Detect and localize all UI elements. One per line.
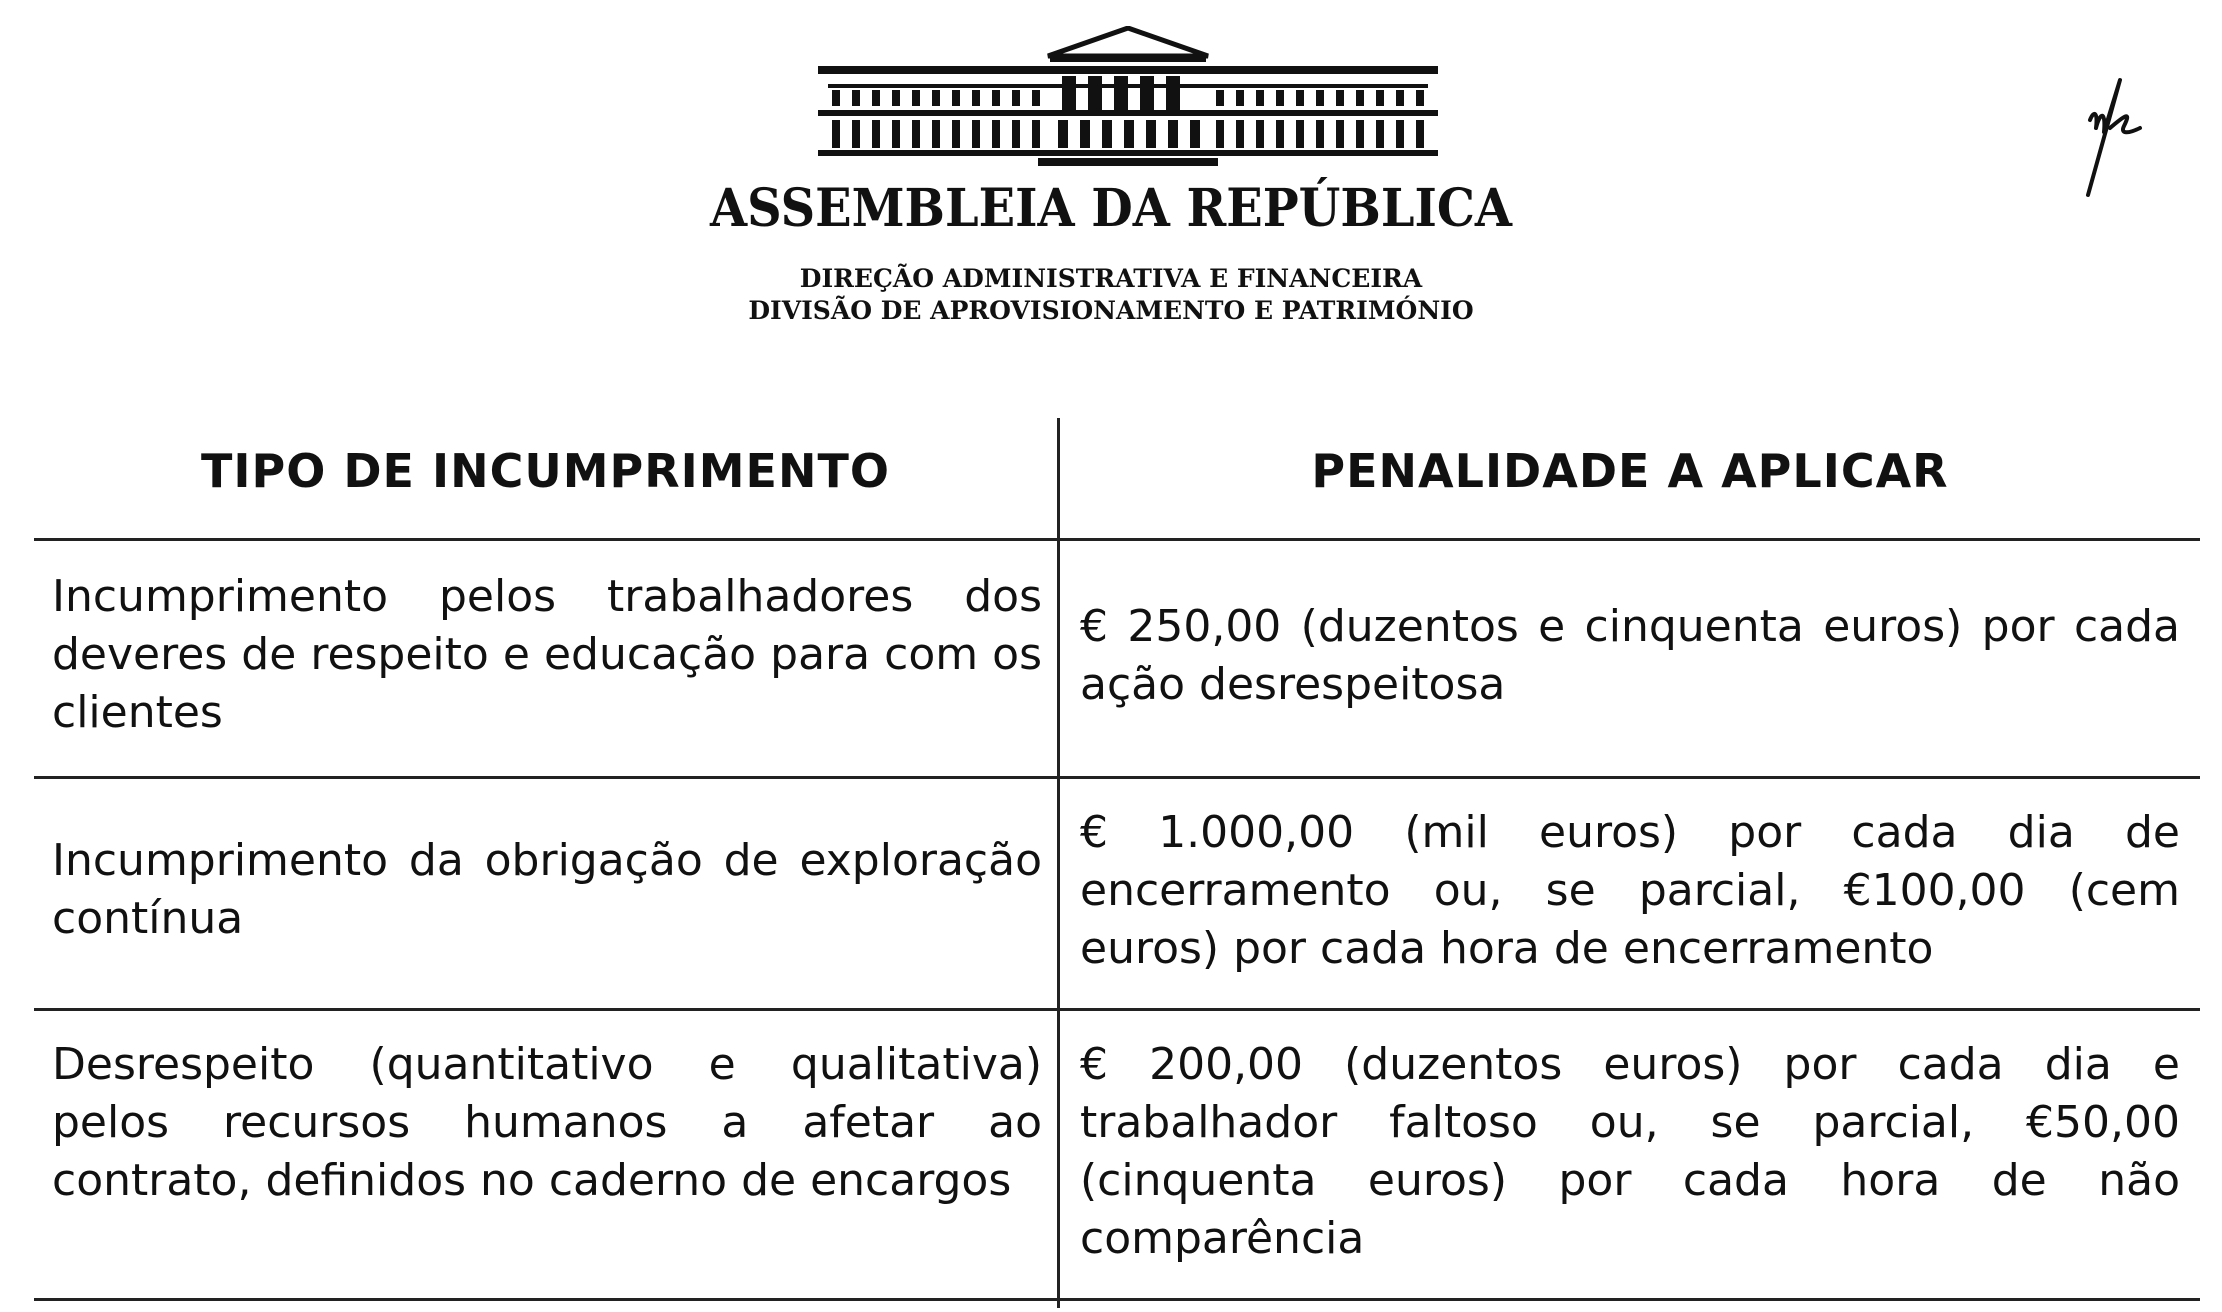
penalties-table xyxy=(34,418,2200,1308)
column-header-penalidade: PENALIDADE A APLICAR xyxy=(1311,444,1949,498)
table-cell-penalidade: € 250,00 (duzentos e cinquenta euros) por cada ação desrespeitosa xyxy=(1080,601,2180,710)
table-cell-tipo: Incumprimento da obrigação de exploração contínua xyxy=(52,835,1042,944)
department-name: DIREÇÃO ADMINISTRATIVA E FINANCEIRA xyxy=(799,264,1423,293)
document-header xyxy=(0,0,2222,360)
institution-name: ASSEMBLEIA DA REPÚBLICA xyxy=(709,178,1513,239)
table-cell-tipo: Desrespeito (quantitativo e qualitativa) pelos recursos humanos a afetar ao contrato, definidos no caderno de encargos xyxy=(52,1039,1042,1206)
handwritten-initials-signature xyxy=(2080,70,2160,200)
division-name: DIVISÃO DE APROVISIONAMENTO E PATRIMÓNIO xyxy=(748,296,1474,325)
parliament-building-logo xyxy=(818,26,1438,171)
table-cell-tipo: Incumprimento pelos trabalhadores dos deveres de respeito e educação para com os clientes xyxy=(52,571,1042,738)
row-rule xyxy=(34,1298,2200,1301)
row-rule xyxy=(34,776,2200,779)
table-cell-penalidade: € 1.000,00 (mil euros) por cada dia de encerramento ou, se parcial, €100,00 (cem euros) por cada hora de encerramento xyxy=(1080,807,2180,974)
column-header-tipo: TIPO DE INCUMPRIMENTO xyxy=(201,444,890,498)
row-rule xyxy=(34,1008,2200,1011)
header-rule xyxy=(34,538,2200,541)
column-divider xyxy=(1057,418,1060,1308)
table-cell-penalidade: € 200,00 (duzentos euros) por cada dia e trabalhador faltoso ou, se parcial, €50,00 (cinquenta euros) por cada hora de não comparência xyxy=(1080,1039,2180,1264)
